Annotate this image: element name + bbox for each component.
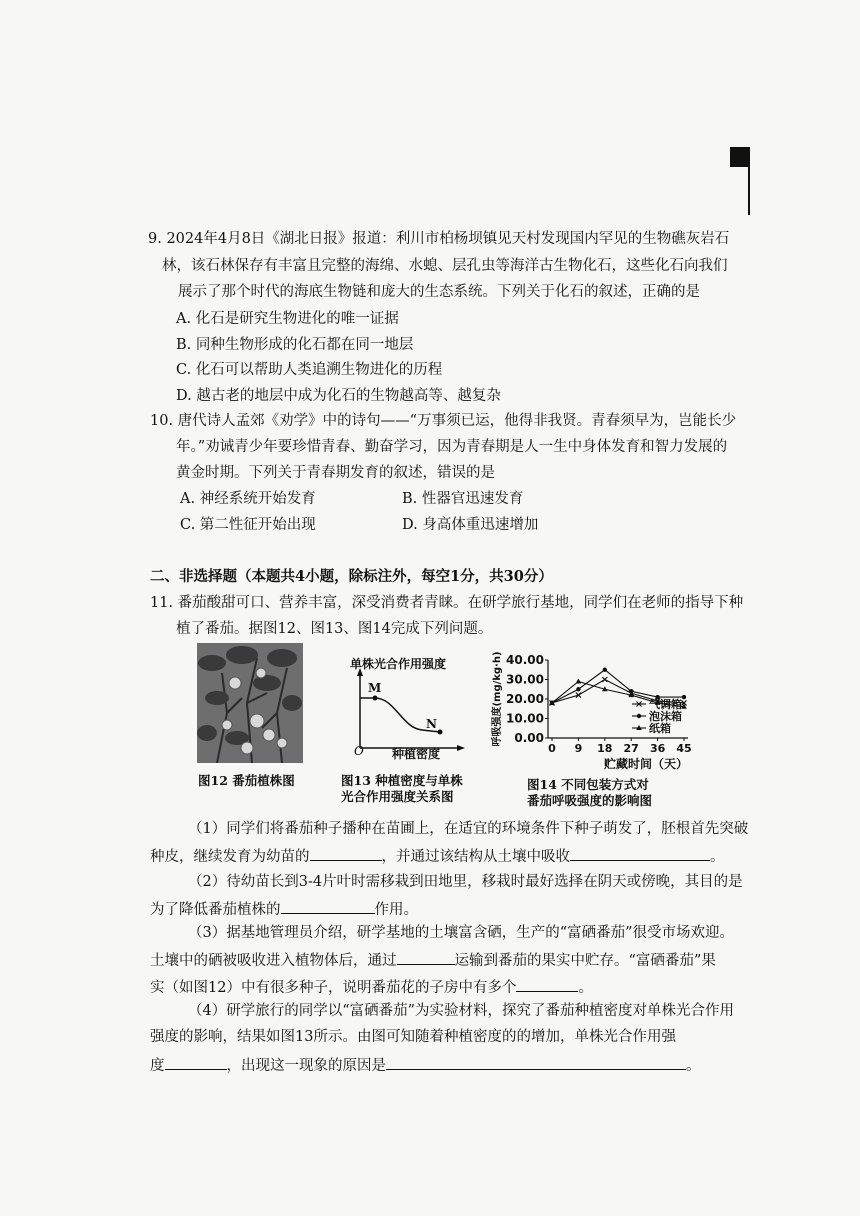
q9-line-3: 展示了那个时代的海底生物链和庞大的生态系统。下列关于化石的叙述，正确的是	[178, 284, 700, 300]
q10-option-a[interactable]: A. 神经系统开始发育	[180, 491, 316, 507]
q11-sub2-line-1: （2）待幼苗长到3-4片叶时需移栽到田地里，移栽时最好选择在阴天或傍晚，其目的是	[188, 874, 743, 890]
fig13-xlabel: 种植密度	[392, 747, 441, 761]
q9-option-a[interactable]: A. 化石是研究生物进化的唯一证据	[176, 311, 399, 327]
fig13-origin: O	[354, 744, 364, 758]
fig13-caption-line-1: 图13 种植密度与单株	[341, 773, 463, 788]
fig14-point	[682, 695, 686, 699]
fig14-x-tick-label: 45	[676, 742, 692, 755]
fig13-caption-line-2: 光合作用强度关系图	[341, 789, 454, 804]
q10-line-2: 年。”劝诫青少年要珍惜青春、勤奋学习，因为青春期是人一生中身体发育和智力发展的	[176, 439, 728, 455]
fig14-caption-line-2: 番茄呼吸强度的影响图	[527, 793, 653, 808]
fig14-legend-marker	[637, 714, 641, 718]
fig14-point	[603, 668, 607, 672]
q11-sub4-line-2: 强度的影响，结果如图13所示。由图可知随着种植密度的的增加，单株光合作用强	[150, 1029, 676, 1045]
fig14-y-tick-label: 40.00	[506, 653, 544, 667]
fig14-chart	[490, 648, 700, 772]
q11-sub1-blank-1[interactable]	[310, 846, 382, 861]
fig13-label-m: M	[368, 681, 382, 695]
tomato-plant-image	[197, 643, 303, 763]
q11-sub3-line-3: 实（如图12）中有很多种子，说明番茄花的子房中有多个 。	[150, 977, 593, 997]
fig14-x-tick-label: 36	[649, 742, 666, 755]
q10-option-b[interactable]: B. 性器官迅速发育	[402, 491, 524, 507]
q11-sub3-line-1: （3）据基地管理员介绍，研学基地的土壤富含硒，生产的“富硒番茄”很受市场欢迎。	[188, 925, 735, 941]
q11-sub2-line-2: 为了降低番茄植株的 作用。	[150, 899, 418, 919]
fig14-x-tick-label: 0	[548, 742, 556, 755]
fig14-y-tick-label: 10.00	[506, 711, 544, 726]
q9-line-1: 9. 2024年4月8日《湖北日报》报道：利川市柏杨坝镇见天村发现国内罕见的生物礁灰岩石	[148, 231, 730, 247]
fig13-point-n	[438, 730, 443, 735]
q9-option-c[interactable]: C. 化石可以帮助人类追溯生物进化的历程	[176, 362, 443, 378]
fig14-y-tick-label: 30.00	[506, 672, 544, 687]
fig14-y-axis-label: 呼吸强度(mg/kg·h)	[492, 651, 503, 747]
q9-line-2: 林，该石林保存有丰富且完整的海绵、水螅、层孔虫等海洋古生物化石，这些化石向我们	[162, 258, 728, 274]
fig13-point-m	[373, 696, 378, 701]
fig14-x-tick-label: 27	[623, 742, 639, 755]
q11-sub4-line-3: 度 ，出现这一现象的原因是 。	[150, 1055, 701, 1075]
q11-sub3-blank-1[interactable]	[397, 950, 455, 965]
fig14-y-tick-label: 20.00	[506, 692, 544, 706]
q9-option-d[interactable]: D. 越古老的地层中成为化石的生物越高等、越复杂	[176, 388, 501, 404]
q11-sub1-line-1: （1）同学们将番茄种子播种在苗圃上，在适宜的环境条件下种子萌发了，胚根首先突破	[188, 821, 749, 837]
q11-sub3-line-2: 土壤中的硒被吸收进入植物体后，通过 运输到番茄的果实中贮存。“富硒番茄”果	[150, 950, 716, 970]
corner-rule	[748, 147, 750, 215]
q9-option-b[interactable]: B. 同种生物形成的化石都在同一地层	[176, 337, 414, 353]
fig14-x-tick-label: 9	[574, 742, 583, 755]
fig14-point	[576, 687, 580, 691]
q11-sub3-blank-2[interactable]	[516, 977, 578, 992]
q11-sub1-line-2: 种皮，继续发育为幼苗的 ，并通过该结构从土壤中吸收 。	[150, 846, 725, 866]
q10-option-c[interactable]: C. 第二性征开始出现	[180, 517, 316, 533]
q10-line-3: 黄金时期。下列关于青春期发育的叙述，错误的是	[176, 465, 495, 481]
q11-line-2: 植了番茄。据图12、图13、图14完成下列问题。	[176, 621, 493, 637]
fig14-y-tick-label: 0.00	[514, 731, 544, 745]
fig13-ylabel: 单株光合作用强度	[350, 657, 447, 671]
q11-sub4-line-1: （4）研学旅行的同学以“富硒番茄”为实验材料，探究了番茄种植密度对单株光合作用	[188, 1003, 735, 1019]
q11-sub4-blank-1[interactable]	[165, 1055, 227, 1070]
q11-sub1-blank-2[interactable]	[570, 846, 710, 861]
corner-mark	[730, 147, 750, 167]
q10-line-1: 10. 唐代诗人孟郊《劝学》中的诗句——“万事须已运，他得非我贤。青春须早为，岂能长少	[150, 413, 737, 429]
section-heading: 二、非选择题（本题共4小题，除标注外，每空1分，共30分）	[150, 568, 553, 585]
fig14-x-tick-label: 18	[597, 742, 613, 755]
fig12-caption: 图12 番茄植株图	[198, 773, 295, 788]
fig14-legend-label: 气调箱	[649, 698, 682, 711]
fig14-legend-label: 泡沫箱	[649, 710, 682, 723]
fig14-x-axis-label: 贮藏时间（天）	[603, 757, 688, 771]
q11-line-1: 11. 番茄酸甜可口、营养丰富，深受消费者青睐。在研学旅行基地，同学们在老师的指导下种	[150, 595, 744, 611]
q11-sub4-blank-2[interactable]	[386, 1055, 686, 1070]
fig14-caption-line-1: 图14 不同包装方式对	[527, 777, 649, 792]
q11-sub2-blank[interactable]	[281, 899, 375, 914]
fig13-label-n: N	[426, 717, 437, 731]
fig14-point	[602, 677, 607, 682]
fig14-point	[576, 678, 582, 683]
fig14-legend-label: 纸箱	[649, 722, 671, 735]
q10-option-d[interactable]: D. 身高体重迅速增加	[402, 517, 539, 533]
